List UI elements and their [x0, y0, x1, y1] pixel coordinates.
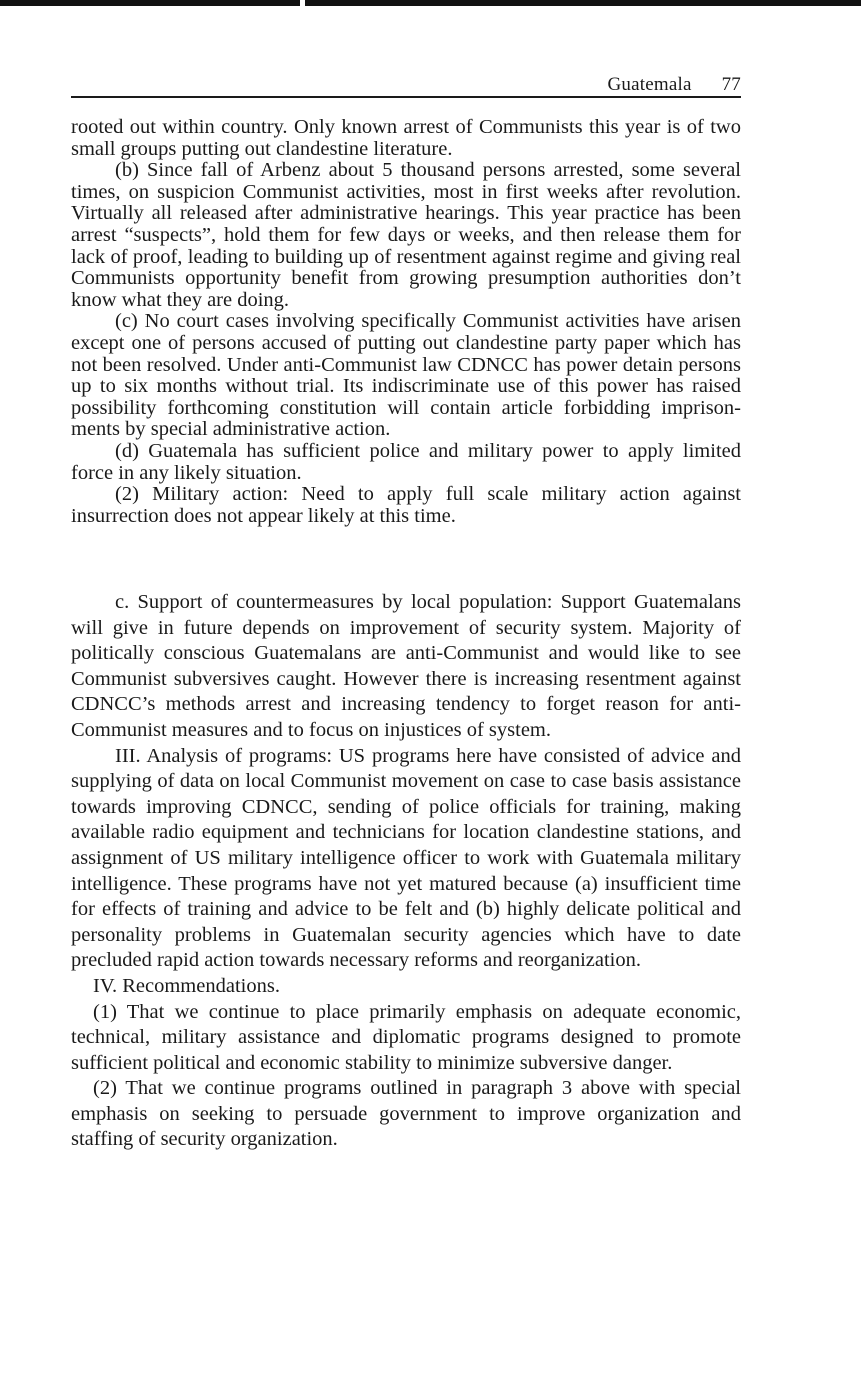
- running-head-title: Guatemala: [607, 74, 692, 95]
- paragraph-local-support: c. Support of countermeasures by local population: Support Guatemalans will give in future depends on improvement of security system. Majority of politically conscious Guatemalans are anti-Communist and would like to see Communist subversives caught. However there is increasing resentment against CDNCC’s methods arrest and increasing tendency to forget reason for anti-Communist measures and to focus on injustices of system.: [71, 591, 741, 741]
- paragraph-c-court-cases: (c) No court cases involving specifically Communist activities have arisen except one of persons accused of putting out clandestine party paper which has not been resolved. Under anti-Communist law CDNCC has power detain persons up to six months without trial. Its indiscriminate use of this power has raised possibility forthcoming constitution will contain article forbidding imprisonments by special administrative action.: [71, 310, 741, 441]
- paragraph-b-arrests: (b) Since fall of Arbenz about 5 thousand persons arrested, some several times, on suspicion Communist activities, most in first weeks after revolution. Virtually all released after administrative hearings. This year practice has been arrest “suspects”, hold them for few days or weeks, and then release them for lack of proof, leading to building up of resentment against regime and giving real Communists opportunity benefit from growing presumption authorities don’t know what they are doing.: [71, 159, 741, 311]
- page-number: 77: [721, 74, 741, 95]
- paragraph-analysis-programs: III. Analysis of programs: US programs here have consisted of advice and supplying of data on local Communist movement on case to case basis assistance towards improving CDNCC, sending of police officials for training, making available radio equipment and technicians for location clandestine stations, and assignment of US military intelligence officer to work with Guatemala military intelligence. These programs have not yet matured because (a) insufficient time for effects of training and advice to be felt and (b) highly delicate political and personality problems in Guatemalan security agencies which have to date precluded rapid action towards necessary reforms and reorganization.: [71, 744, 741, 972]
- telegram-text-block: [71, 117, 741, 527]
- header-rule: [71, 96, 741, 98]
- paragraph-d-police-power: (d) Guatemala has sufficient police and military power to apply limited force in any likely situation.: [71, 439, 741, 484]
- paragraph-military-action: (2) Military action: Need to apply full scale military action against insurrection does not appear likely at this time.: [71, 483, 741, 527]
- top-border-gap: [300, 0, 305, 6]
- paragraph-recommendations-heading: IV. Recommendations.: [93, 974, 280, 997]
- top-scan-border: [0, 0, 861, 6]
- paragraph-continuation: rooted out within country. Only known arrest of Communists this year is of two small groups putting out clandestine literature.: [71, 116, 741, 160]
- paragraph-recommendation-2: (2) That we continue programs outlined in paragraph 3 above with special emphasis on seeking to persuade government to improve organization and staffing of security organization.: [71, 1077, 741, 1151]
- analysis-text-block: [71, 590, 741, 1153]
- paragraph-recommendation-1: (1) That we continue to place primarily emphasis on adequate economic, technical, military assistance and diplomatic programs designed to promote sufficient political and economic stability to minimize subversive danger.: [71, 1000, 741, 1074]
- running-head: [71, 74, 741, 96]
